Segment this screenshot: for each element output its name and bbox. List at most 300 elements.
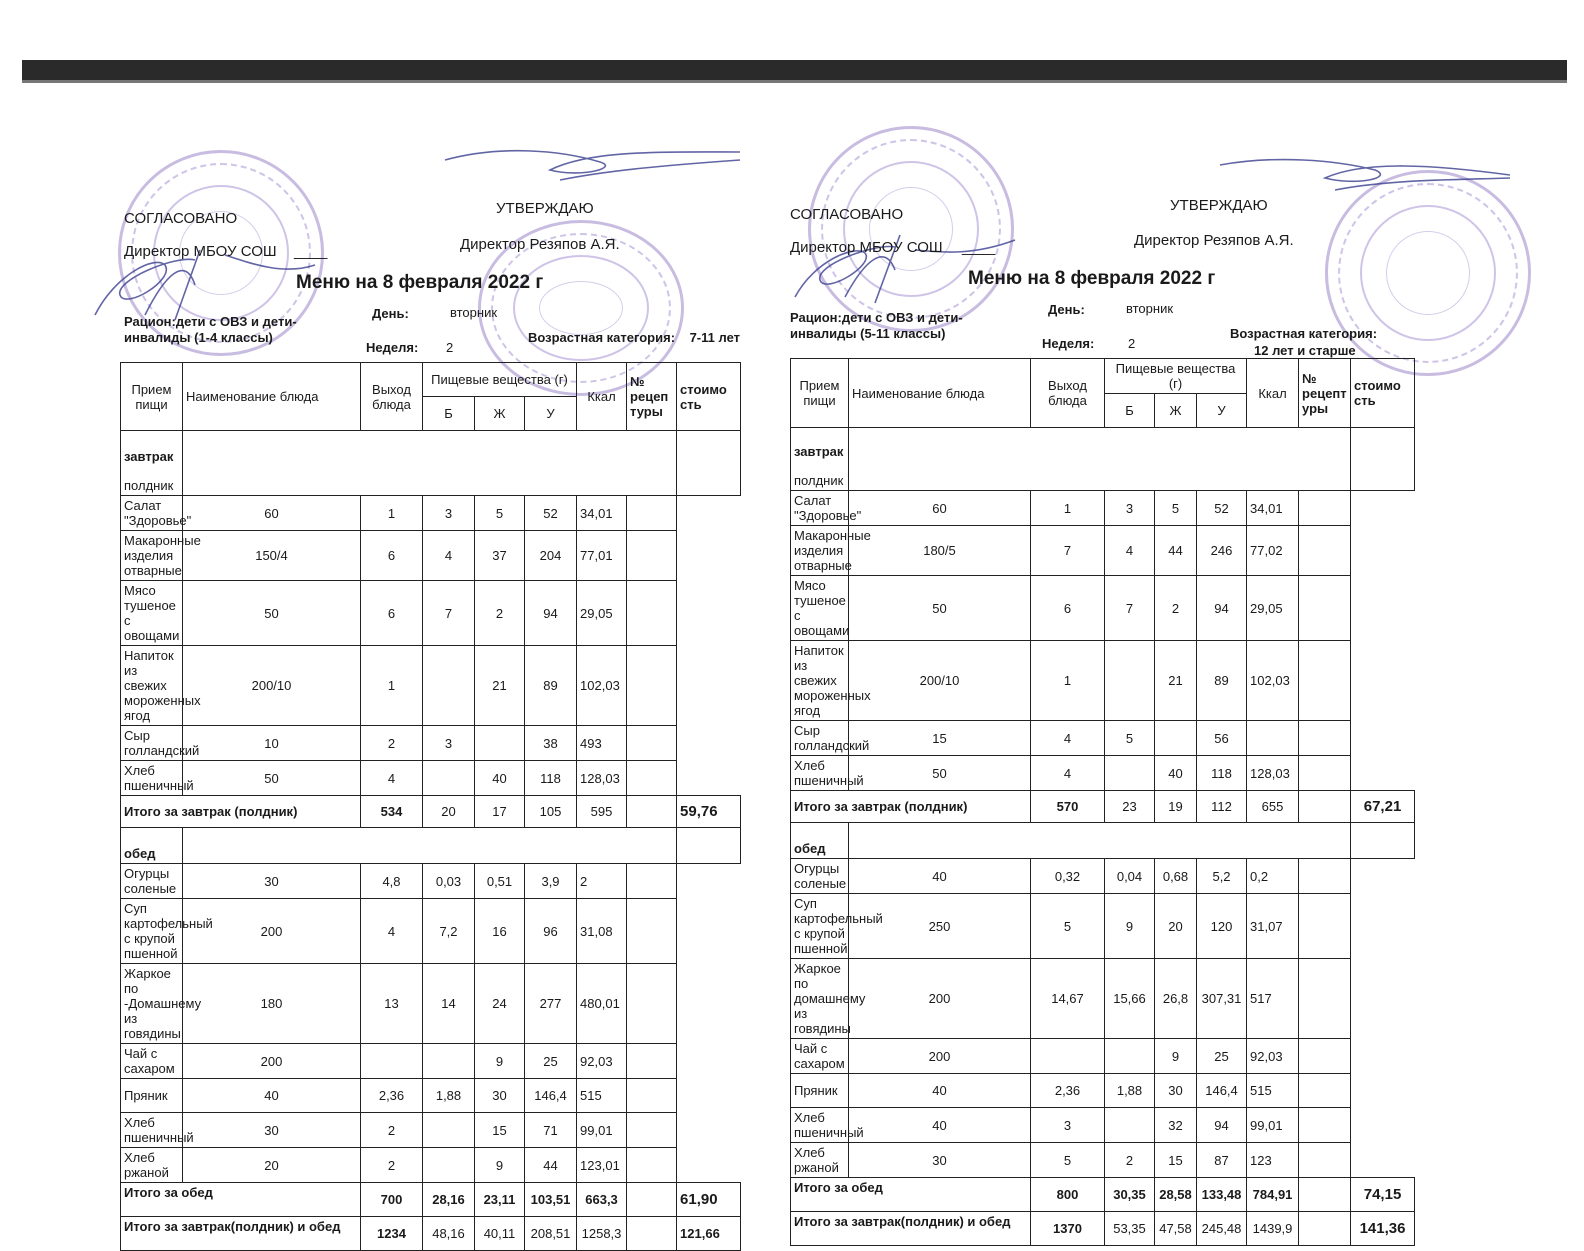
dish-zh: 9 [1105,894,1155,959]
right-age-value: 12 лет и старше [1254,343,1356,358]
dish-cost [1299,1108,1351,1143]
dish-cost [627,761,677,796]
col-header-u: У [1197,394,1247,428]
dish-u: 2 [475,581,525,646]
dish-recipe: 493 [577,726,627,761]
dish-output: 20 [183,1148,361,1183]
scan-edge-bar [22,60,1567,80]
dish-name: Напиток из свежих мороженных ягод [791,641,849,721]
dish-b [361,1044,423,1079]
dish-b: 1 [1031,641,1105,721]
left-approved-label: СОГЛАСОВАНО [124,210,238,227]
right-director-school: Директор МБОУ СОШ [790,239,943,256]
dish-b: 4 [1031,721,1105,756]
dish-recipe: 128,03 [577,761,627,796]
right-menu-table [790,358,1415,1246]
dish-cost [627,899,677,964]
dish-u: 40 [475,761,525,796]
col-header-u: У [525,397,577,431]
dish-recipe: 0,2 [1247,859,1299,894]
dish-u: 24 [475,964,525,1044]
meal-breakfast-label: завтрак [794,444,844,459]
dish-row [121,1113,741,1148]
dish-row [791,859,1415,894]
dish-u: 2 [1155,576,1197,641]
dish-cost [1299,756,1351,791]
grand-total-label: Итого за завтрак(полдник) и обед [121,1217,361,1251]
dish-u: 30 [475,1079,525,1113]
dish-row [121,1044,741,1079]
meal-breakfast-cell [791,428,849,491]
left-lunch-total-row [121,1183,741,1217]
dish-row [121,531,741,581]
dish-b: 6 [361,531,423,581]
left-affirm-label: УТВЕРЖДАЮ [496,200,594,217]
dish-output: 40 [849,1108,1031,1143]
dish-output: 180/5 [849,526,1031,576]
dish-output: 200 [183,899,361,964]
dish-u: 9 [475,1044,525,1079]
dish-kcal: 204 [525,531,577,581]
dish-zh [423,1113,475,1148]
dish-kcal: 52 [1197,491,1247,526]
dish-b: 3 [1031,1108,1105,1143]
dish-u: 40 [1155,756,1197,791]
meal-lunch-cell [791,823,849,859]
dish-output: 60 [849,491,1031,526]
breakfast-total-u: 112 [1197,791,1247,823]
right-day-value: вторник [1126,301,1174,316]
dish-recipe: 102,03 [577,646,627,726]
dish-kcal: 38 [525,726,577,761]
dish-zh: 3 [423,726,475,761]
dish-row [791,756,1415,791]
dish-kcal: 25 [525,1044,577,1079]
dish-u: 16 [475,899,525,964]
dish-b: 4 [1031,756,1105,791]
dish-b: 5 [1031,1143,1105,1178]
dish-name: Мясо тушеное с овощами [791,576,849,641]
dish-row [121,726,741,761]
right-signature [785,225,1025,305]
dish-b: 4 [361,899,423,964]
dish-name: Салат "Здоровье" [121,496,183,531]
meal-breakfast-cell [121,431,183,496]
dish-recipe: 2 [577,864,627,899]
dish-name: Мясо тушеное с овощами [121,581,183,646]
dish-b: 4 [361,761,423,796]
lunch-total-output: 700 [361,1183,423,1217]
dish-name: Жаркое по домашнему из говядины [791,959,849,1039]
dish-zh: 5 [1105,721,1155,756]
dish-b: 6 [361,581,423,646]
dish-zh [423,1044,475,1079]
dish-cost [627,1079,677,1113]
dish-recipe: 34,01 [577,496,627,531]
breakfast-total-label: Итого за завтрак (полдник) [121,796,361,828]
grand-total-kcal: 1258,3 [577,1217,627,1251]
dish-recipe: 34,01 [1247,491,1299,526]
dish-zh [1105,756,1155,791]
dish-u: 20 [1155,894,1197,959]
dish-output: 30 [183,1113,361,1148]
dish-name: Суп картофельный с крупой пшенной [121,899,183,964]
lunch-total-label: Итого за обед [121,1183,361,1217]
meal-lunch-cell [121,828,183,864]
dish-u [1155,721,1197,756]
left-menu-title: Меню на 8 февраля 2022 г [296,272,544,293]
dish-recipe: 31,07 [1247,894,1299,959]
dish-row [791,1108,1415,1143]
dish-name: Хлеб ржаной [791,1143,849,1178]
lunch-total-u: 133,48 [1197,1178,1247,1212]
dish-cost [1299,1039,1351,1074]
lunch-total-kcal: 663,3 [577,1183,627,1217]
lunch-total-output: 800 [1031,1178,1105,1212]
dish-recipe: 29,05 [1247,576,1299,641]
col-header-zh: Ж [475,397,525,431]
right-menu-title: Меню на 8 февраля 2022 г [968,268,1216,289]
dish-u: 21 [1155,641,1197,721]
lunch-blank-row [849,823,1351,859]
dish-zh [1105,641,1155,721]
dish-kcal: 89 [525,646,577,726]
dish-zh [1105,1039,1155,1074]
dish-name: Жаркое по -Домашнему из говядины [121,964,183,1044]
breakfast-total-u: 105 [525,796,577,828]
grand-total-output: 1370 [1031,1212,1105,1246]
breakfast-total-zh: 19 [1155,791,1197,823]
dish-b: 2,36 [361,1079,423,1113]
lunch-total-u: 103,51 [525,1183,577,1217]
dish-zh: 0,03 [423,864,475,899]
dish-kcal: 246 [1197,526,1247,576]
right-breakfast-total-row [791,791,1415,823]
grand-total-output: 1234 [361,1217,423,1251]
dish-kcal: 3,9 [525,864,577,899]
dish-name: Макаронные изделия отварные [121,531,183,581]
dish-kcal: 5,2 [1197,859,1247,894]
left-age-value: 7-11 лет [689,330,740,345]
dish-zh: 3 [423,496,475,531]
dish-recipe [1247,721,1299,756]
lunch-total-recipe [1299,1178,1351,1212]
dish-recipe: 123,01 [577,1148,627,1183]
dish-kcal: 277 [525,964,577,1044]
col-header-meal: Прием пищи [121,363,183,431]
breakfast-total-b: 23 [1105,791,1155,823]
lunch-blank-cost [677,828,741,864]
dish-zh: 4 [1105,526,1155,576]
left-day-value: вторник [450,305,498,320]
col-header-meal: Прием пищи [791,359,849,428]
left-lunch-rows [121,864,741,1183]
left-breakfast-rows [121,496,741,796]
dish-name: Пряник [791,1074,849,1108]
dish-kcal: 71 [525,1113,577,1148]
dish-u: 0,51 [475,864,525,899]
grand-total-b: 53,35 [1105,1212,1155,1246]
dish-kcal: 89 [1197,641,1247,721]
dish-recipe: 99,01 [1247,1108,1299,1143]
dish-kcal: 120 [1197,894,1247,959]
dish-u: 44 [1155,526,1197,576]
grand-total-cost: 121,66 [677,1217,741,1251]
dish-name: Огурцы соленые [121,864,183,899]
dish-output: 50 [849,576,1031,641]
dish-output: 180 [183,964,361,1044]
dish-u: 9 [475,1148,525,1183]
dish-row [791,1039,1415,1074]
dish-output: 200/10 [183,646,361,726]
left-week-value: 2 [446,340,454,355]
right-age-label: Возрастная категория: [1230,326,1378,341]
dish-name: Чай с сахаром [791,1039,849,1074]
col-header-cost: стоимо сть [1351,359,1415,428]
dish-row [791,576,1415,641]
breakfast-total-output: 534 [361,796,423,828]
dish-cost [627,1113,677,1148]
dish-cost [627,496,677,531]
breakfast-total-kcal: 655 [1247,791,1299,823]
right-signature-top [1215,150,1515,200]
left-week-label: Неделя: [366,340,419,355]
left-age-label: Возрастная категория: [528,330,676,345]
col-header-kcal: Ккал [577,363,627,431]
dish-u: 0,68 [1155,859,1197,894]
breakfast-total-recipe [1299,791,1351,823]
dish-recipe: 102,03 [1247,641,1299,721]
dish-kcal: 52 [525,496,577,531]
dish-b: 2 [361,1113,423,1148]
dish-kcal: 87 [1197,1143,1247,1178]
breakfast-total-cost: 67,21 [1351,791,1415,823]
left-day-label: День: [372,306,409,321]
dish-cost [1299,641,1351,721]
dish-name: Сыр голландский [791,721,849,756]
dish-b: 7 [1031,526,1105,576]
lunch-total-b: 30,35 [1105,1178,1155,1212]
dish-zh [1105,1108,1155,1143]
col-header-b: Б [1105,394,1155,428]
breakfast-blank-row [183,431,677,496]
dish-b: 0,32 [1031,859,1105,894]
right-day-label: День: [1048,302,1085,317]
right-lunch-rows [791,859,1415,1178]
breakfast-total-cost: 59,76 [677,796,741,828]
right-approved-label: СОГЛАСОВАНО [790,206,904,223]
dish-row [121,646,741,726]
breakfast-total-output: 570 [1031,791,1105,823]
dish-output: 200 [183,1044,361,1079]
dish-recipe: 31,08 [577,899,627,964]
dish-cost [1299,1143,1351,1178]
dish-row [791,721,1415,756]
dish-row [791,1074,1415,1108]
dish-kcal: 25 [1197,1039,1247,1074]
dish-name: Пряник [121,1079,183,1113]
meal-lunch-label: обед [794,841,826,856]
dish-zh: 7 [1105,576,1155,641]
dish-recipe: 123 [1247,1143,1299,1178]
dish-kcal: 146,4 [525,1079,577,1113]
right-grand-total-row [791,1212,1415,1246]
dish-b [1031,1039,1105,1074]
dish-cost [1299,959,1351,1039]
dish-b: 1 [1031,491,1105,526]
dish-output: 15 [849,721,1031,756]
lunch-total-recipe [627,1183,677,1217]
right-affirm-label: УТВЕРЖДАЮ [1170,197,1268,214]
dish-output: 40 [183,1079,361,1113]
lunch-blank-row [183,828,677,864]
dish-name: Хлеб пшеничный [791,756,849,791]
dish-zh [423,646,475,726]
dish-b: 2 [361,1148,423,1183]
grand-total-recipe [627,1217,677,1251]
dish-name: Хлеб пшеничный [791,1108,849,1143]
dish-recipe: 517 [1247,959,1299,1039]
dish-u: 15 [475,1113,525,1148]
dish-output: 200 [849,959,1031,1039]
dish-recipe: 77,01 [577,531,627,581]
dish-name: Хлеб пшеничный [121,1113,183,1148]
dish-zh: 3 [1105,491,1155,526]
col-header-recipe: № рецеп туры [627,363,677,431]
dish-recipe: 92,03 [1247,1039,1299,1074]
dish-b: 4,8 [361,864,423,899]
right-ration: Рацион:дети с ОВЗ и дети-инвалиды (5-11 классы) [790,310,963,341]
lunch-blank-cost [1351,823,1415,859]
dish-row [791,641,1415,721]
dish-recipe: 92,03 [577,1044,627,1079]
dish-row [791,491,1415,526]
left-ration: Рацион:дети с ОВЗ и дети-инвалиды (1-4 классы) [124,314,297,345]
dish-kcal: 96 [525,899,577,964]
grand-total-cost: 141,36 [1351,1212,1415,1246]
lunch-total-cost: 61,90 [677,1183,741,1217]
dish-zh: 7 [423,581,475,646]
col-header-output: Выход блюда [1031,359,1105,428]
grand-total-kcal: 1439,9 [1247,1212,1299,1246]
lunch-total-zh: 28,58 [1155,1178,1197,1212]
dish-recipe: 515 [1247,1074,1299,1108]
meal-snack-label: полдник [124,478,174,493]
dish-name: Хлеб пшеничный [121,761,183,796]
dish-u: 15 [1155,1143,1197,1178]
dish-cost [627,1044,677,1079]
lunch-total-zh: 23,11 [475,1183,525,1217]
dish-recipe: 128,03 [1247,756,1299,791]
dish-b: 6 [1031,576,1105,641]
right-week-value: 2 [1128,336,1136,351]
lunch-total-b: 28,16 [423,1183,475,1217]
dish-row [121,964,741,1044]
left-signature-top [440,140,750,190]
dish-cost [627,726,677,761]
dish-u: 5 [1155,491,1197,526]
dish-output: 10 [183,726,361,761]
dish-output: 250 [849,894,1031,959]
dish-zh: 14 [423,964,475,1044]
col-header-zh: Ж [1155,394,1197,428]
col-header-b: Б [423,397,475,431]
dish-cost [1299,894,1351,959]
dish-kcal: 146,4 [1197,1074,1247,1108]
left-menu-table [120,362,741,1251]
left-school-number: ____ [294,243,328,260]
dish-row [121,761,741,796]
breakfast-total-recipe [627,796,677,828]
lunch-total-kcal: 784,91 [1247,1178,1299,1212]
dish-row [121,496,741,531]
dish-output: 40 [849,859,1031,894]
dish-row [121,581,741,646]
dish-cost [627,531,677,581]
dish-cost [1299,721,1351,756]
col-header-nutrients: Пищевые вещества (г) [423,363,577,397]
dish-zh: 2 [1105,1143,1155,1178]
dish-kcal: 94 [1197,1108,1247,1143]
breakfast-total-kcal: 595 [577,796,627,828]
dish-b: 1 [361,646,423,726]
dish-row [791,959,1415,1039]
dish-kcal: 94 [1197,576,1247,641]
grand-total-u: 208,51 [525,1217,577,1251]
dish-b: 13 [361,964,423,1044]
left-director-name: Директор Резяпов А.Я. [460,236,620,253]
dish-zh [423,761,475,796]
dish-output: 40 [849,1074,1031,1108]
dish-b: 2,36 [1031,1074,1105,1108]
dish-name: Напиток из свежих мороженных ягод [121,646,183,726]
right-lunch-total-row [791,1178,1415,1212]
dish-u: 26,8 [1155,959,1197,1039]
dish-u: 9 [1155,1039,1197,1074]
dish-kcal: 118 [1197,756,1247,791]
dish-u: 5 [475,496,525,531]
lunch-total-label: Итого за обед [791,1178,1031,1212]
dish-output: 30 [183,864,361,899]
dish-output: 200/10 [849,641,1031,721]
dish-b: 14,67 [1031,959,1105,1039]
dish-cost [627,1148,677,1183]
dish-row [791,894,1415,959]
meal-snack-label: полдник [794,473,844,488]
dish-output: 50 [183,761,361,796]
dish-cost [627,864,677,899]
breakfast-blank-cost [677,431,741,496]
dish-name: Хлеб ржаной [121,1148,183,1183]
dish-output: 50 [849,756,1031,791]
dish-u: 30 [1155,1074,1197,1108]
dish-cost [1299,526,1351,576]
dish-name: Суп картофельный с крупой пшенной [791,894,849,959]
dish-cost [627,964,677,1044]
col-header-cost: стоимо сть [677,363,741,431]
col-header-output: Выход блюда [361,363,423,431]
dish-b: 1 [361,496,423,531]
dish-kcal: 307,31 [1197,959,1247,1039]
col-header-nutrients: Пищевые вещества (г) [1105,359,1247,394]
col-header-recipe: № рецепт уры [1299,359,1351,428]
dish-kcal: 118 [525,761,577,796]
dish-output: 60 [183,496,361,531]
dish-row [121,1148,741,1183]
grand-total-b: 48,16 [423,1217,475,1251]
dish-cost [1299,1074,1351,1108]
dish-b: 5 [1031,894,1105,959]
